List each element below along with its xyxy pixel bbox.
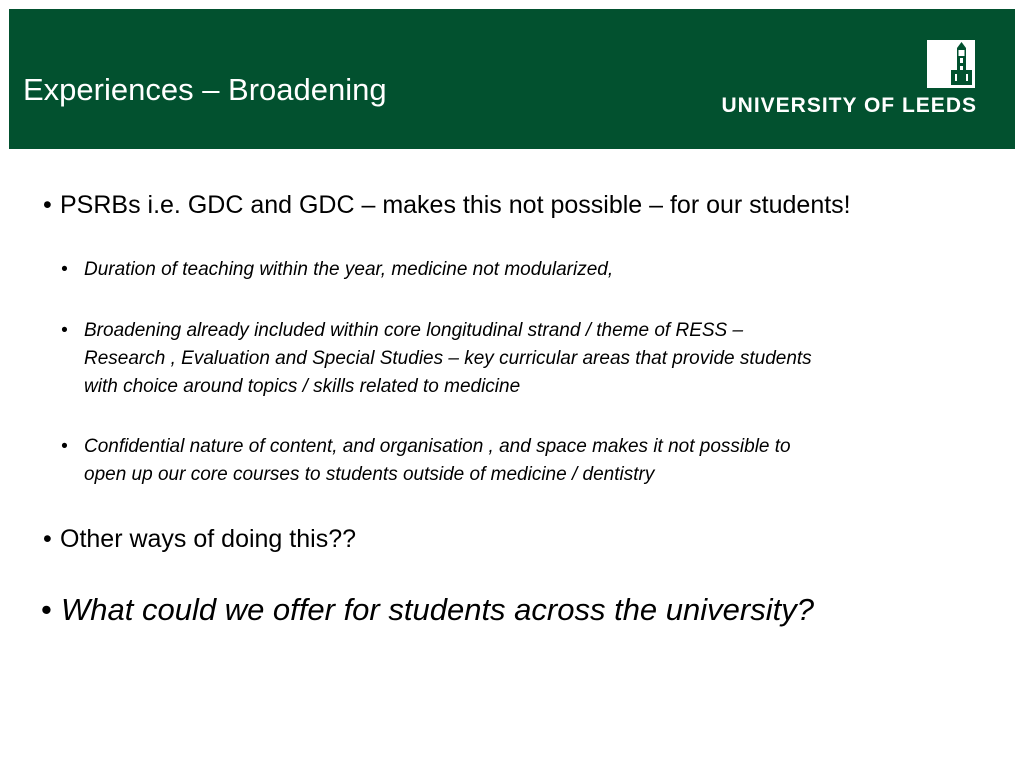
bullet-text: PSRBs i.e. GDC and GDC – makes this not possible – for our students!	[60, 191, 851, 219]
university-logo-text: UNIVERSITY OF LEEDS	[721, 94, 977, 117]
bullet-text-line: Duration of teaching within the year, medicine not modularized,	[84, 259, 614, 280]
bullet-text-line: Research , Evaluation and Special Studies – key curricular areas that provide students	[84, 348, 812, 369]
bullet-marker: •	[61, 259, 68, 280]
bullet-marker: •	[43, 525, 52, 553]
bullet-marker: •	[41, 592, 52, 627]
bullet-text-line: Confidential nature of content, and organisation , and space makes it not possible to	[84, 436, 791, 457]
bullet-marker: •	[43, 191, 52, 219]
bullet-text-line: Broadening already included within core longitudinal strand / theme of RESS –	[84, 320, 744, 341]
bullet-text: Other ways of doing this??	[60, 525, 356, 553]
bullet-text-line: open up our core courses to students outside of medicine / dentistry	[84, 464, 655, 485]
bullet-marker: •	[61, 320, 68, 341]
bullet-text-line: with choice around topics / skills related to medicine	[84, 376, 521, 397]
slide-title: Experiences – Broadening	[23, 72, 387, 107]
bullet-marker: •	[61, 436, 68, 457]
bullet-text: What could we offer for students across the university?	[61, 592, 814, 627]
